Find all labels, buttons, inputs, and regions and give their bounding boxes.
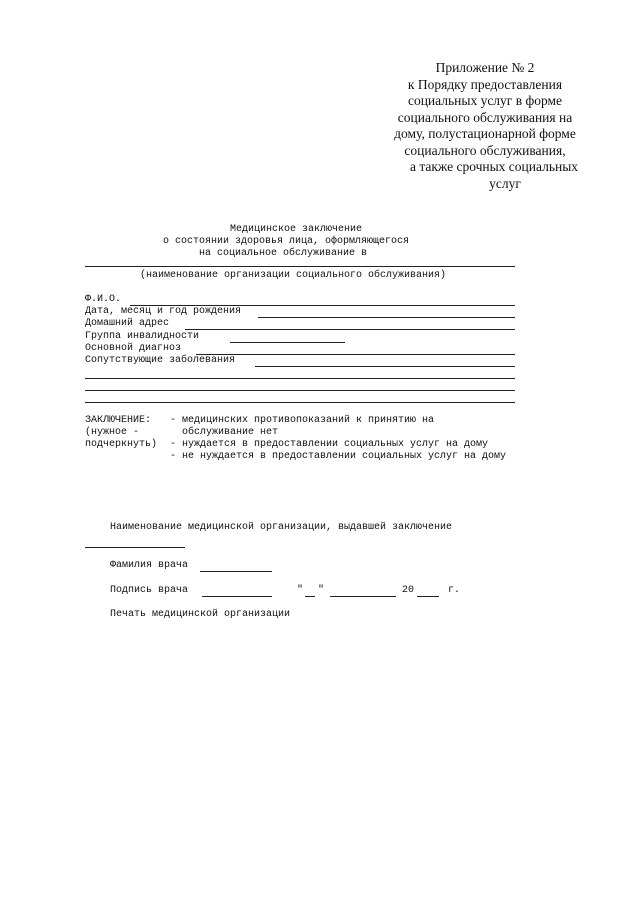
date-quote-close: " — [318, 585, 325, 596]
birth-date-label: Дата, месяц и год рождения — [85, 306, 242, 317]
disability-group-field[interactable] — [230, 342, 345, 343]
appendix-line: а также срочных социальных — [409, 159, 579, 174]
fio-label: Ф.И.О. — [85, 294, 122, 305]
conclusion-note: подчеркнуть) — [85, 439, 158, 450]
date-quote-open: " — [297, 585, 304, 596]
appendix-header — [370, 60, 600, 192]
appendix-line: социального обслуживания, — [404, 142, 566, 158]
appendix-line: социальных услуг в форме — [407, 93, 563, 108]
birth-date-field[interactable] — [258, 317, 515, 318]
comorbid-field-extra[interactable] — [85, 390, 515, 391]
stamp-label: Печать медицинской организации — [110, 609, 291, 620]
option-no-need-services[interactable]: - не нуждается в предоставлении социальных услуг на дому — [170, 451, 507, 462]
year-prefix: 20 — [402, 585, 415, 596]
main-diagnosis-field[interactable] — [196, 354, 515, 355]
form-subtitle-2: на социальное обслуживание в — [199, 248, 368, 259]
comorbid-label: Сопутствующие заболевания — [85, 355, 236, 366]
date-year-field[interactable] — [417, 596, 439, 597]
conclusion-note: (нужное - — [85, 427, 140, 438]
med-org-field[interactable] — [85, 547, 185, 548]
address-field[interactable] — [185, 329, 515, 330]
doctor-signature-field[interactable] — [202, 596, 272, 597]
appendix-line: дому, полустационарной форме — [394, 126, 576, 141]
option-no-contraindications-cont: обслуживание нет — [182, 427, 279, 438]
appendix-line: Приложение № 2 — [435, 60, 535, 75]
doctor-name-field[interactable] — [200, 571, 272, 572]
year-suffix: г. — [448, 585, 461, 596]
disability-group-label: Группа инвалидности — [85, 331, 200, 342]
doctor-signature-label: Подпись врача — [110, 585, 189, 596]
date-day-field[interactable] — [305, 596, 315, 597]
comorbid-field-extra[interactable] — [85, 402, 515, 403]
date-month-field[interactable] — [330, 596, 396, 597]
appendix-line: услуг — [489, 175, 521, 191]
form-subtitle: о состоянии здоровья лица, оформляющегося — [163, 236, 410, 247]
main-diagnosis-label: Основной диагноз — [85, 343, 182, 354]
address-label: Домашний адрес — [85, 318, 170, 329]
conclusion-label: ЗАКЛЮЧЕНИЕ: — [85, 415, 152, 426]
doctor-name-label: Фамилия врача — [110, 560, 189, 571]
org-name-line[interactable] — [85, 266, 515, 267]
med-org-label: Наименование медицинской организации, выдавшей заключение — [110, 522, 453, 533]
appendix-line: к Порядку предоставления — [407, 76, 563, 92]
appendix-line: социального обслуживания на — [397, 109, 573, 125]
option-no-contraindications[interactable]: - медицинских противопоказаний к принятию на — [170, 415, 435, 426]
form-title: Медицинское заключение — [230, 224, 363, 235]
option-needs-services[interactable]: - нуждается в предоставлении социальных услуг на дому — [170, 439, 489, 450]
comorbid-field[interactable] — [255, 366, 515, 367]
org-name-caption: (наименование организации социального обслуживания) — [140, 270, 447, 281]
comorbid-field-extra[interactable] — [85, 378, 515, 379]
